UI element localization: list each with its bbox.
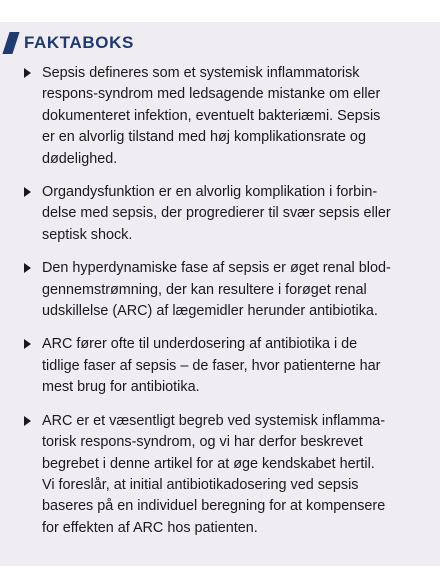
factbox-item-line: dokumenteret infektion, eventuelt bakteriæmi. Sepsis	[42, 107, 381, 124]
factbox-item-line: er en alvorlig tilstand med høj komplikationsrate og	[42, 129, 366, 146]
factbox-item-line: Vi foreslår, at initial antibiotikadosering ved sepsis	[42, 476, 359, 493]
factbox-item-line: Sepsis defineres som et systemisk inflammatorisk	[42, 65, 360, 81]
factbox-item-line: torisk respons-syndrom, og vi har derfor beskrevet	[42, 434, 363, 451]
factbox-item-line: Organdysfunktion er en alvorlig komplikation i forbin-	[42, 184, 378, 201]
factbox	[0, 22, 440, 566]
factbox-item-line: delse med sepsis, der progredierer til svær sepsis eller	[42, 205, 391, 222]
triangle-bullet-icon	[24, 263, 31, 273]
factbox-item-line: baseres på en individuel beregning for at kompensere	[42, 498, 386, 515]
factbox-item-line: udskillelse (ARC) af lægemidler herunder antibiotika.	[42, 303, 378, 320]
factbox-list	[0, 63, 440, 551]
triangle-bullet-icon	[24, 339, 31, 349]
title-accent-bar	[2, 32, 19, 54]
triangle-bullet-icon	[24, 416, 31, 426]
triangle-bullet-icon	[24, 187, 31, 197]
factbox-item	[0, 63, 440, 170]
factbox-item-line: respons-syndrom med ledsagende mistanke om eller	[42, 86, 381, 103]
factbox-item	[0, 411, 440, 539]
factbox-item-line: dødelighed.	[42, 150, 118, 167]
triangle-bullet-icon	[24, 68, 31, 78]
factbox-item	[0, 334, 440, 398]
factbox-item	[0, 182, 440, 246]
factbox-item-line: septisk shock.	[42, 226, 133, 243]
factbox-item-line: ARC er et væsentligt begreb ved systemisk inflamma-	[42, 412, 386, 429]
factbox-item-line: mest brug for antibiotika.	[42, 379, 200, 396]
factbox-item-line: begrebet i denne artikel for at øge kendskabet hertil.	[42, 455, 375, 472]
factbox-item-line: for effekten af ARC hos patienten.	[42, 519, 258, 536]
factbox-item-line: gennemstrømning, der kan resultere i forøget renal	[42, 281, 367, 298]
factbox-title: FAKTABOKS	[24, 33, 134, 52]
factbox-item-line: tidlige faser af sepsis – de faser, hvor patienterne har	[42, 357, 381, 374]
factbox-item-line: ARC fører ofte til underdosering af antibiotika i de	[42, 336, 358, 353]
factbox-item	[0, 258, 440, 322]
factbox-item-line: Den hyperdynamiske fase af sepsis er øget renal blod-	[42, 260, 391, 277]
